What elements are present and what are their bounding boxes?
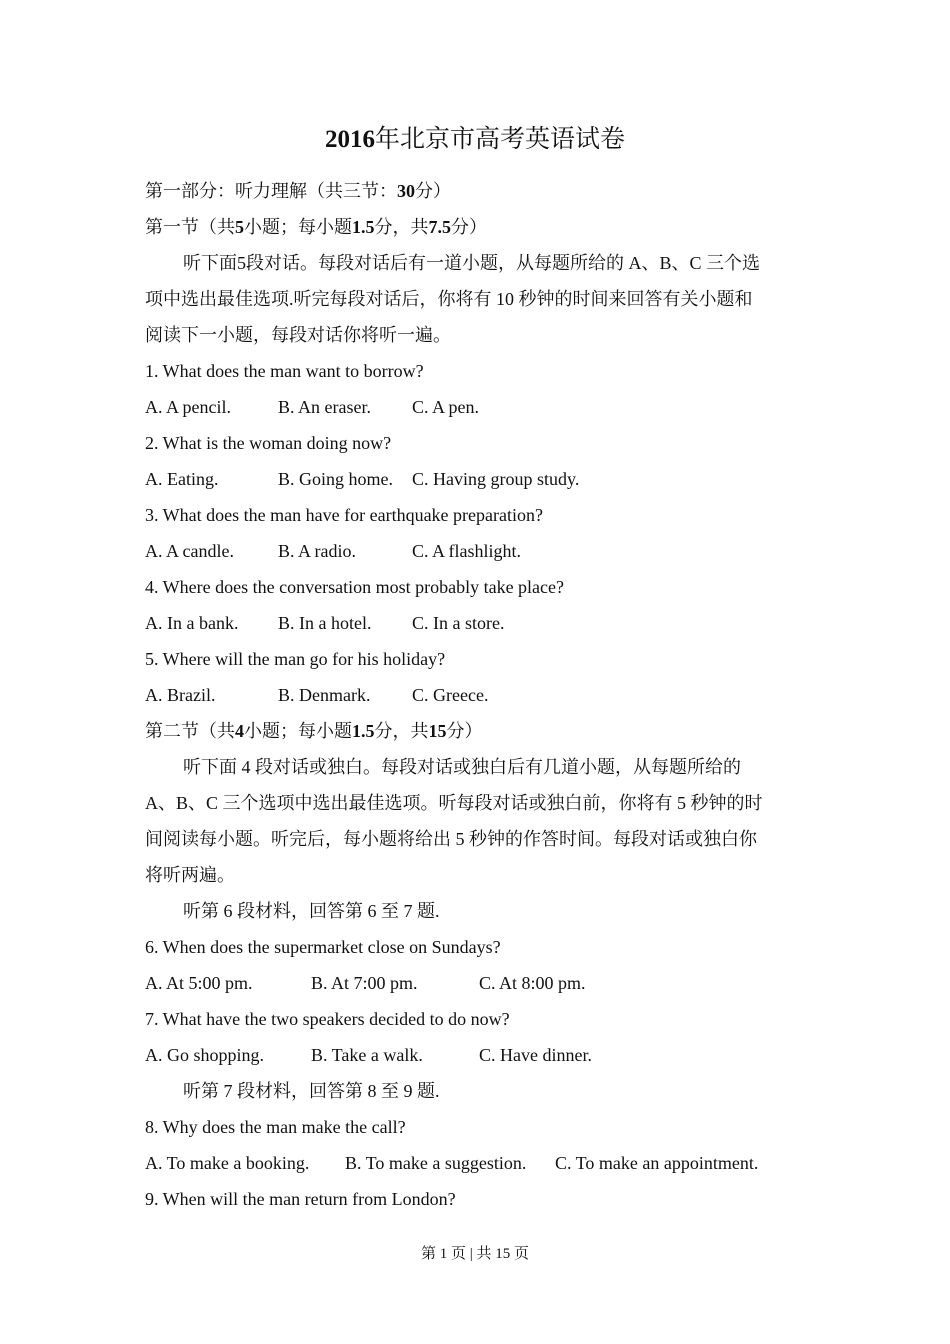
option-a: A. A candle.: [145, 541, 234, 561]
instruction-line: 听下面5段对话。每段对话后有一道小题，从每题所给的 A、B、C 三个选: [183, 253, 761, 273]
text: 分）: [451, 217, 487, 237]
option-a: A. To make a booking.: [145, 1153, 310, 1173]
instruction-line: A、B、C 三个选项中选出最佳选项。听每段对话或独白前，你将有 5 秒钟的时: [145, 793, 763, 813]
material-heading: 听第 6 段材料，回答第 6 至 7 题.: [183, 901, 440, 921]
num: 1.5: [352, 721, 375, 741]
options: [145, 533, 810, 569]
question: 9. When will the man return from London?: [145, 1189, 456, 1209]
option-b: B. Going home.: [278, 469, 393, 489]
text: 小题；每小题: [244, 217, 352, 237]
num: 1.5: [352, 217, 375, 237]
material-heading: 听第 7 段材料，回答第 8 至 9 题.: [183, 1081, 440, 1101]
option-a: A. In a bank.: [145, 613, 239, 633]
option-a: A. Brazil.: [145, 685, 216, 705]
options: [145, 461, 810, 497]
instruction-line: 听下面 4 段对话或独白。每段对话或独白后有几道小题，从每题所给的: [183, 757, 741, 777]
option-b: B. An eraser.: [278, 397, 371, 417]
section2-heading: [145, 713, 810, 749]
num: 15: [428, 721, 447, 741]
option-a: A. Go shopping.: [145, 1045, 265, 1065]
question: 5. Where will the man go for his holiday?: [145, 649, 446, 669]
option-c: C. In a store.: [412, 613, 505, 633]
text: 分）: [446, 721, 483, 741]
text: 分，共: [374, 721, 429, 741]
option-c: C. At 8:00 pm.: [479, 973, 586, 993]
options: [145, 1145, 810, 1181]
text: 分）: [415, 181, 451, 201]
question: 1. What does the man want to borrow?: [145, 361, 424, 381]
option-b: B. Take a walk.: [311, 1045, 423, 1065]
options: [145, 965, 810, 1001]
num: 7.5: [428, 217, 451, 237]
option-a: A. Eating.: [145, 469, 219, 489]
text: 第一部分：听力理解（共三节：: [145, 181, 397, 201]
title-year: 2016: [324, 126, 375, 153]
part1-heading: [145, 173, 810, 209]
option-b: B. A radio.: [278, 541, 357, 561]
options: [145, 677, 810, 713]
text: 第二节（共: [145, 721, 235, 741]
text: 第一节（共: [145, 217, 235, 237]
option-c: C. To make an appointment.: [555, 1153, 759, 1173]
instruction-line: 间阅读每小题。听完后，每小题将给出 5 秒钟的作答时间。每段对话或独白你: [145, 829, 757, 849]
question: 4. Where does the conversation most probably take place?: [145, 577, 565, 597]
option-c: C. Having group study.: [412, 469, 580, 489]
document-body: [145, 173, 810, 1217]
title-text: 年北京市高考英语试卷: [374, 126, 625, 153]
text: 小题；每小题: [244, 721, 352, 741]
page-title: [0, 122, 950, 158]
option-b: B. At 7:00 pm.: [311, 973, 418, 993]
option-c: C. Have dinner.: [479, 1045, 592, 1065]
question: 7. What have the two speakers decided to do now?: [145, 1009, 510, 1029]
option-a: A. At 5:00 pm.: [145, 973, 253, 993]
section1-heading: [145, 209, 810, 245]
option-c: C. A flashlight.: [412, 541, 522, 561]
points: 30: [397, 181, 415, 201]
options: [145, 605, 810, 641]
instruction-line: 项中选出最佳选项.听完每段对话后，你将有 10 秒钟的时间来回答有关小题和: [145, 289, 753, 309]
option-b: B. To make a suggestion.: [345, 1153, 527, 1173]
num: 4: [235, 721, 244, 741]
option-b: B. Denmark.: [278, 685, 371, 705]
question: 3. What does the man have for earthquake preparation?: [145, 505, 543, 525]
text: 分，共: [374, 217, 429, 237]
option-a: A. A pencil.: [145, 397, 231, 417]
instruction-line: 阅读下一小题，每段对话你将听一遍。: [145, 325, 451, 345]
question: 2. What is the woman doing now?: [145, 433, 392, 453]
option-b: B. In a hotel.: [278, 613, 372, 633]
page-footer: 第 1 页 | 共 15 页: [420, 1246, 529, 1262]
option-c: C. Greece.: [412, 685, 489, 705]
options: [145, 389, 810, 425]
option-c: C. A pen.: [412, 397, 480, 417]
question: 8. Why does the man make the call?: [145, 1117, 406, 1137]
instruction-line: 将听两遍。: [145, 865, 235, 885]
question: 6. When does the supermarket close on Sundays?: [145, 937, 501, 957]
num: 5: [235, 217, 244, 237]
options: [145, 1037, 810, 1073]
